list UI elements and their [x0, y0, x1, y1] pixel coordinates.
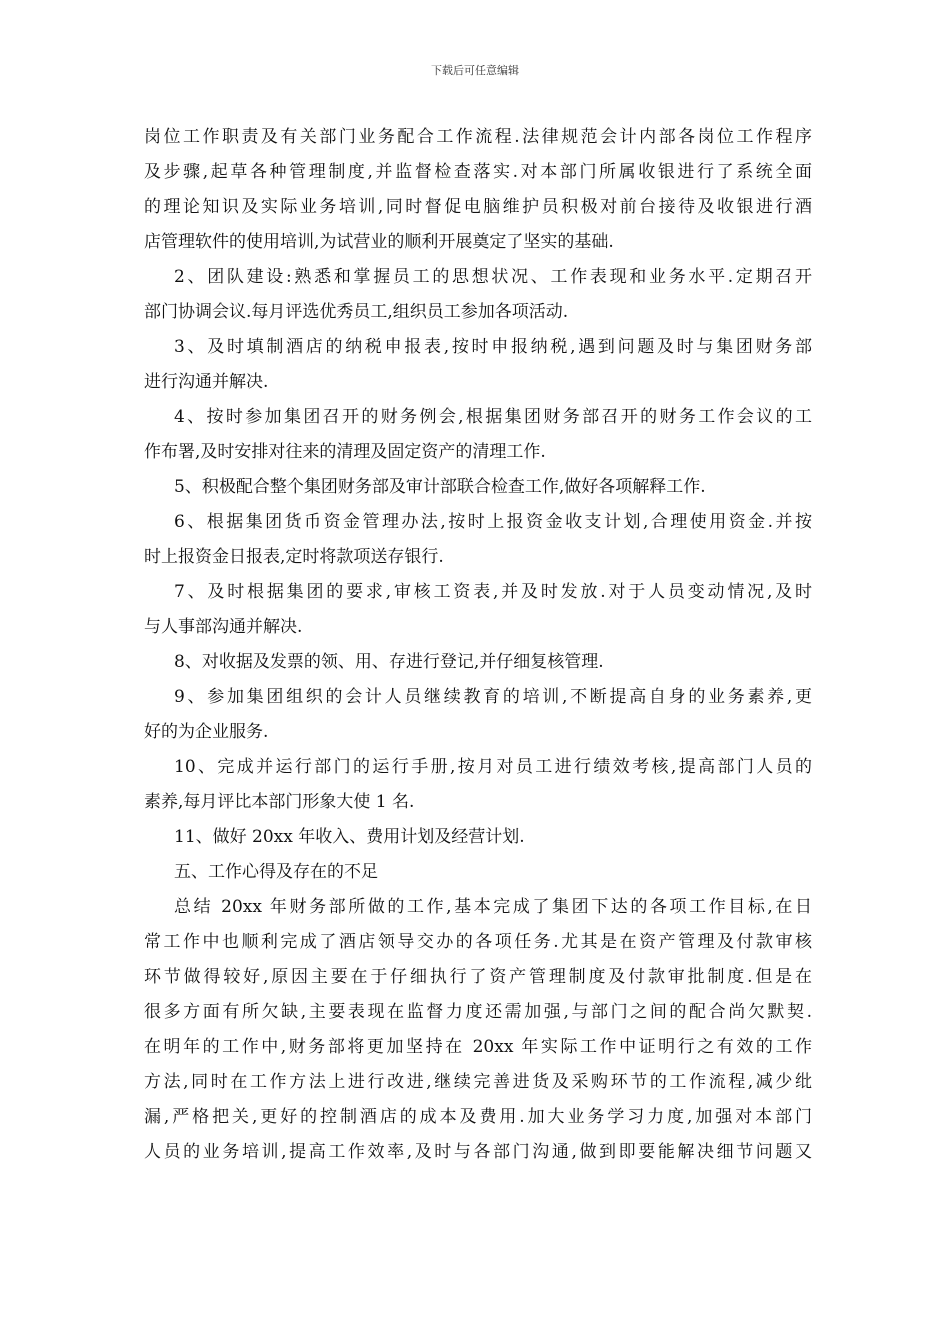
- text-line: 很多方面有所欠缺,主要表现在监督力度还需加强,与部门之间的配合尚欠默契.: [144, 1002, 812, 1022]
- text-line: 10、完成并运行部门的运行手册,按月对员工进行绩效考核,提高部门人员的: [174, 757, 812, 777]
- text-line: 部门协调会议.每月评选优秀员工,组织员工参加各项活动.: [144, 302, 569, 322]
- page-header: 下载后可任意编辑: [431, 64, 519, 77]
- text-line: 人员的业务培训,提高工作效率,及时与各部门沟通,做到即要能解决细节问题又: [144, 1142, 812, 1162]
- text-line: 总结 20xx 年财务部所做的工作,基本完成了集团下达的各项工作目标,在日: [174, 897, 812, 917]
- text-line: 进行沟通并解决.: [144, 372, 269, 392]
- text-line: 7、及时根据集团的要求,审核工资表,并及时发放.对于人员变动情况,及时: [174, 582, 812, 602]
- text-line: 漏,严格把关,更好的控制酒店的成本及费用.加大业务学习力度,加强对本部门: [144, 1107, 812, 1127]
- text-line: 岗位工作职责及有关部门业务配合工作流程.法律规范会计内部各岗位工作程序: [144, 127, 812, 147]
- text-line: 作布署,及时安排对往来的清理及固定资产的清理工作.: [144, 442, 546, 462]
- text-line: 与人事部沟通并解决.: [144, 617, 303, 637]
- text-line: 5、积极配合整个集团财务部及审计部联合检查工作,做好各项解释工作.: [174, 477, 706, 497]
- text-line: 五、工作心得及存在的不足: [174, 862, 378, 882]
- text-line: 的理论知识及实际业务培训,同时督促电脑维护员积极对前台接待及收银进行酒: [144, 197, 812, 217]
- text-line: 8、对收据及发票的领、用、存进行登记,并仔细复核管理.: [174, 652, 604, 672]
- text-line: 素养,每月评比本部门形象大使 1 名.: [144, 792, 415, 812]
- text-line: 2、团队建设:熟悉和掌握员工的思想状况、工作表现和业务水平.定期召开: [174, 267, 812, 287]
- text-line: 3、及时填制酒店的纳税申报表,按时申报纳税,遇到问题及时与集团财务部: [174, 337, 812, 357]
- text-line: 常工作中也顺利完成了酒店领导交办的各项任务.尤其是在资产管理及付款审核: [144, 932, 812, 952]
- text-line: 环节做得较好,原因主要在于仔细执行了资产管理制度及付款审批制度.但是在: [144, 967, 812, 987]
- text-line: 店管理软件的使用培训,为试营业的顺利开展奠定了坚实的基础.: [144, 232, 614, 252]
- document-body: [144, 120, 812, 1170]
- text-line: 9、参加集团组织的会计人员继续教育的培训,不断提高自身的业务素养,更: [174, 687, 812, 707]
- text-line: 4、按时参加集团召开的财务例会,根据集团财务部召开的财务工作会议的工: [174, 407, 812, 427]
- text-line: 在明年的工作中,财务部将更加坚持在 20xx 年实际工作中证明行之有效的工作: [144, 1037, 812, 1057]
- text-line: 时上报资金日报表,定时将款项送存银行.: [144, 547, 444, 567]
- text-line: 6、根据集团货币资金管理办法,按时上报资金收支计划,合理使用资金.并按: [174, 512, 812, 532]
- text-line: 方法,同时在工作方法上进行改进,继续完善进货及采购环节的工作流程,减少纰: [144, 1072, 812, 1092]
- text-line: 及步骤,起草各种管理制度,并监督检查落实.对本部门所属收银进行了系统全面: [144, 162, 812, 182]
- text-line: 11、做好 20xx 年收入、费用计划及经营计划.: [174, 827, 525, 847]
- text-line: 好的为企业服务.: [144, 722, 269, 742]
